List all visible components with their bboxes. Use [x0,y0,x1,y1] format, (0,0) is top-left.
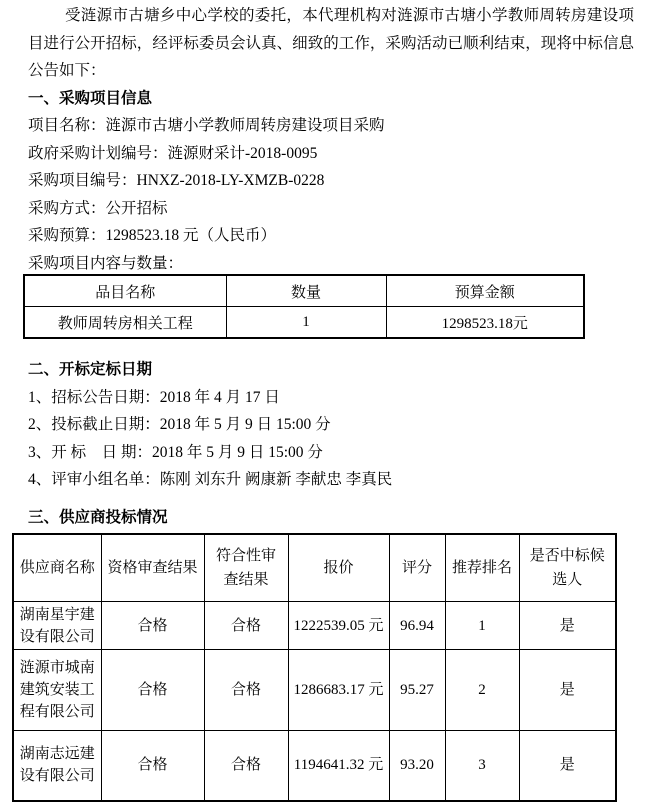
candidate-cell: 是 [519,602,616,650]
section3-heading: 三、供应商投标情况 [28,508,168,526]
score-cell: 93.20 [389,731,445,801]
item-name-cell: 教师周转房相关工程 [24,307,226,339]
conformity-result-cell: 合格 [204,731,288,801]
item-budget-cell: 1298523.18元 [386,307,584,339]
items-header-budget-amount: 预算金额 [386,275,584,307]
bids-header-supplier: 供应商名称 [13,534,101,602]
conformity-result-cell: 合格 [204,602,288,650]
section1-heading: 一、采购项目信息 [28,89,153,107]
bids-header-candidate: 是否中标候选人 [519,534,616,602]
intro-paragraph: 受涟源市古塘乡中心学校的委托，本代理机构对涟源市古塘小学教师周转房建设项目进行公开招标，经评标委员会认真、细致的工作，采购活动已顺利结束，现将中标信息公告如下： [28,7,634,79]
bids-header-score: 评分 [389,534,445,602]
bids-header-qualification: 资格审查结果 [101,534,204,602]
table-row [13,602,616,650]
conformity-result-cell: 合格 [204,650,288,731]
supplier-name-cell: 湖南星宇建设有限公司 [13,602,101,650]
section2-heading: 二、开标定标日期 [28,361,153,378]
qualification-result-cell: 合格 [101,602,204,650]
qualification-result-cell: 合格 [101,650,204,731]
supplier-name-cell: 湖南志远建设有限公司 [13,731,101,801]
announcement-date-line: 1、招标公告日期：2018 年 4 月 17 日 [28,388,280,406]
rank-cell: 2 [445,650,519,731]
table-row [13,731,616,801]
bids-table [12,533,617,802]
project-number-field: 采购项目编号：HNXZ-2018-LY-XMZB-0228 [28,172,325,189]
candidate-cell: 是 [519,650,616,731]
price-cell: 1194641.32 元 [288,731,389,801]
items-table-header-row [24,275,584,307]
price-cell: 1286683.17 元 [288,650,389,731]
score-cell: 95.27 [389,650,445,731]
price-cell: 1222539.05 元 [288,602,389,650]
content-quantity-label: 采购项目内容与数量： [28,254,184,272]
plan-number-field: 政府采购计划编号：涟源财采计-2018-0095 [28,144,318,162]
budget-field: 采购预算：1298523.18 元（人民币） [28,227,277,244]
supplier-name-cell: 涟源市城南建筑安装工程有限公司 [13,650,101,731]
project-name-field: 项目名称：涟源市古塘小学教师周转房建设项目采购 [28,117,385,134]
table-row [13,650,616,731]
bids-header-price: 报价 [288,534,389,602]
review-panel-line: 4、评审小组名单：陈刚 刘东升 阙康新 李献忠 李真民 [28,471,393,488]
rank-cell: 1 [445,602,519,650]
bid-opening-date-line: 3、开 标 日 期：2018 年 5 月 9 日 15:00 分 [28,443,323,461]
bid-deadline-line: 2、投标截止日期：2018 年 5 月 9 日 15:00 分 [28,416,331,433]
bids-header-conformity: 符合性审查结果 [204,534,288,602]
items-header-quantity: 数量 [226,275,386,307]
bids-header-rank: 推荐排名 [445,534,519,602]
bids-table-header-row [13,534,616,602]
procurement-method-field: 采购方式：公开招标 [28,199,168,217]
table-row [24,307,584,339]
candidate-cell: 是 [519,731,616,801]
rank-cell: 3 [445,731,519,801]
items-table [23,274,585,339]
qualification-result-cell: 合格 [101,731,204,801]
items-header-item-name: 品目名称 [24,275,226,307]
score-cell: 96.94 [389,602,445,650]
item-quantity-cell: 1 [226,307,386,339]
